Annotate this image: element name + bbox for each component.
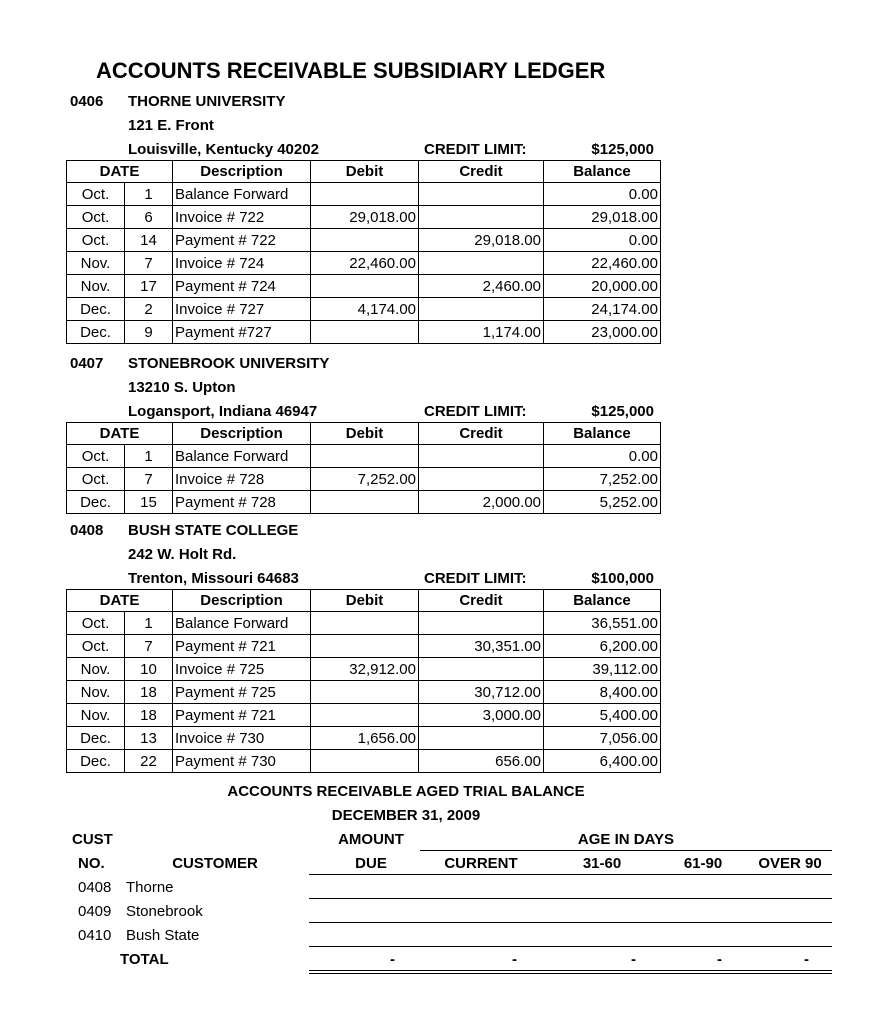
credit-cell <box>419 612 544 635</box>
customer-label: CUSTOMER <box>172 855 258 872</box>
credit-limit-label: CREDIT LIMIT: <box>424 403 527 420</box>
date-day-cell: 7 <box>125 252 173 275</box>
ledger-table <box>66 160 661 344</box>
total-double-rule-bottom <box>309 973 832 974</box>
debit-cell: 29,018.00 <box>311 206 419 229</box>
ledger-body <box>67 612 661 773</box>
ledger-table <box>66 422 661 514</box>
ledger-table <box>66 589 661 773</box>
row-rule <box>309 946 832 947</box>
account-name: THORNE UNIVERSITY <box>128 93 286 110</box>
cust-label: CUST <box>72 831 113 848</box>
ledger-row <box>67 750 661 773</box>
account-name: STONEBROOK UNIVERSITY <box>128 355 330 372</box>
total-label: TOTAL <box>120 951 169 968</box>
date-day-cell: 14 <box>125 229 173 252</box>
description-cell: Invoice # 728 <box>173 468 311 491</box>
description-cell: Payment # 728 <box>173 491 311 514</box>
credit-limit-value: $125,000 <box>591 403 654 420</box>
age-61-90-label: 61-90 <box>683 855 723 872</box>
description-cell: Balance Forward <box>173 612 311 635</box>
date-month-cell: Oct. <box>67 445 125 468</box>
row-rule <box>309 922 832 923</box>
balance-cell: 0.00 <box>544 445 661 468</box>
credit-limit-label: CREDIT LIMIT: <box>424 141 527 158</box>
date-day-cell: 10 <box>125 658 173 681</box>
credit-cell: 3,000.00 <box>419 704 544 727</box>
balance-cell: 5,252.00 <box>544 491 661 514</box>
description-header: Description <box>173 589 311 612</box>
description-cell: Payment # 721 <box>173 635 311 658</box>
date-day-cell: 7 <box>125 635 173 658</box>
description-cell: Payment # 730 <box>173 750 311 773</box>
over-90-label: OVER 90 <box>758 855 822 872</box>
description-cell: Payment # 721 <box>173 704 311 727</box>
ledger-row <box>67 658 661 681</box>
date-day-cell: 1 <box>125 612 173 635</box>
ledger-row <box>67 298 661 321</box>
ledger-row <box>67 727 661 750</box>
credit-cell: 2,000.00 <box>419 491 544 514</box>
date-month-cell: Oct. <box>67 183 125 206</box>
date-month-cell: Oct. <box>67 468 125 491</box>
ledger-row <box>67 445 661 468</box>
balance-cell: 24,174.00 <box>544 298 661 321</box>
ledger-header-row <box>67 422 661 445</box>
ledger-row <box>67 206 661 229</box>
ledger-row <box>67 252 661 275</box>
description-cell: Payment # 725 <box>173 681 311 704</box>
balance-cell: 6,200.00 <box>544 635 661 658</box>
age-in-days-label: AGE IN DAYS <box>577 831 675 848</box>
date-month-cell: Dec. <box>67 727 125 750</box>
credit-cell <box>419 183 544 206</box>
account-number: 0406 <box>70 93 104 110</box>
account-name: BUSH STATE COLLEGE <box>128 522 299 539</box>
age-header-rule <box>420 850 832 851</box>
credit-cell: 30,351.00 <box>419 635 544 658</box>
description-cell: Invoice # 730 <box>173 727 311 750</box>
debit-cell: 7,252.00 <box>311 468 419 491</box>
total-current: - <box>512 951 517 968</box>
debit-cell <box>311 750 419 773</box>
debit-cell <box>311 635 419 658</box>
debit-cell <box>311 491 419 514</box>
balance-header: Balance <box>544 422 661 445</box>
description-cell: Invoice # 727 <box>173 298 311 321</box>
ledger-header-row <box>67 589 661 612</box>
balance-cell: 7,056.00 <box>544 727 661 750</box>
aged-customer-name: Stonebrook <box>126 903 203 920</box>
date-day-cell: 22 <box>125 750 173 773</box>
account-street: 242 W. Holt Rd. <box>128 546 237 563</box>
date-day-cell: 9 <box>125 321 173 344</box>
balance-cell: 0.00 <box>544 183 661 206</box>
balance-cell: 8,400.00 <box>544 681 661 704</box>
age-31-60-label: 31-60 <box>582 855 622 872</box>
description-cell: Balance Forward <box>173 183 311 206</box>
description-cell: Payment # 722 <box>173 229 311 252</box>
account-street: 13210 S. Upton <box>128 379 236 396</box>
date-day-cell: 18 <box>125 681 173 704</box>
credit-cell <box>419 252 544 275</box>
description-cell: Balance Forward <box>173 445 311 468</box>
balance-cell: 0.00 <box>544 229 661 252</box>
ledger-body <box>67 183 661 344</box>
balance-cell: 29,018.00 <box>544 206 661 229</box>
description-header: Description <box>173 160 311 183</box>
description-header: Description <box>173 422 311 445</box>
total-double-rule-top <box>309 970 832 971</box>
ledger-row <box>67 229 661 252</box>
credit-cell: 29,018.00 <box>419 229 544 252</box>
ledger-row <box>67 681 661 704</box>
aged-cust-no: 0409 <box>78 903 112 920</box>
date-day-cell: 1 <box>125 445 173 468</box>
description-cell: Payment # 724 <box>173 275 311 298</box>
description-cell: Invoice # 725 <box>173 658 311 681</box>
credit-cell <box>419 298 544 321</box>
debit-cell <box>311 275 419 298</box>
balance-cell: 39,112.00 <box>544 658 661 681</box>
credit-limit-value: $100,000 <box>591 570 654 587</box>
debit-cell <box>311 321 419 344</box>
date-month-cell: Nov. <box>67 658 125 681</box>
credit-cell: 1,174.00 <box>419 321 544 344</box>
debit-cell: 1,656.00 <box>311 727 419 750</box>
total-over-90: - <box>804 951 809 968</box>
date-month-cell: Oct. <box>67 612 125 635</box>
date-month-cell: Dec. <box>67 750 125 773</box>
date-day-cell: 6 <box>125 206 173 229</box>
aged-cust-no: 0408 <box>78 879 112 896</box>
credit-limit-value: $125,000 <box>591 141 654 158</box>
credit-limit-label: CREDIT LIMIT: <box>424 570 527 587</box>
balance-header: Balance <box>544 589 661 612</box>
row-rule <box>309 898 832 899</box>
no-label: NO. <box>78 855 105 872</box>
credit-header: Credit <box>419 589 544 612</box>
header-bottom-rule <box>309 874 832 875</box>
credit-cell <box>419 658 544 681</box>
date-day-cell: 7 <box>125 468 173 491</box>
balance-header: Balance <box>544 160 661 183</box>
date-month-cell: Nov. <box>67 704 125 727</box>
description-cell: Invoice # 724 <box>173 252 311 275</box>
account-street: 121 E. Front <box>128 117 214 134</box>
debit-cell <box>311 704 419 727</box>
credit-header: Credit <box>419 422 544 445</box>
account-number: 0408 <box>70 522 104 539</box>
debit-cell <box>311 229 419 252</box>
account-city: Logansport, Indiana 46947 <box>128 403 318 420</box>
total-amount: - <box>390 951 395 968</box>
balance-cell: 6,400.00 <box>544 750 661 773</box>
date-header: DATE <box>67 422 173 445</box>
date-month-cell: Oct. <box>67 206 125 229</box>
date-month-cell: Dec. <box>67 321 125 344</box>
total-61-90: - <box>717 951 722 968</box>
balance-cell: 22,460.00 <box>544 252 661 275</box>
credit-cell: 30,712.00 <box>419 681 544 704</box>
debit-header: Debit <box>311 422 419 445</box>
ledger-title: ACCOUNTS RECEIVABLE SUBSIDIARY LEDGER <box>96 58 606 83</box>
account-city: Louisville, Kentucky 40202 <box>128 141 319 158</box>
ledger-header-row <box>67 160 661 183</box>
date-day-cell: 1 <box>125 183 173 206</box>
ledger-row <box>67 183 661 206</box>
date-month-cell: Oct. <box>67 229 125 252</box>
ledger-row <box>67 704 661 727</box>
debit-cell <box>311 612 419 635</box>
balance-cell: 23,000.00 <box>544 321 661 344</box>
total-31-60: - <box>631 951 636 968</box>
balance-cell: 5,400.00 <box>544 704 661 727</box>
credit-cell: 656.00 <box>419 750 544 773</box>
ledger-row <box>67 321 661 344</box>
ledger-row <box>67 275 661 298</box>
credit-cell <box>419 468 544 491</box>
ledger-row <box>67 612 661 635</box>
date-header: DATE <box>67 589 173 612</box>
date-day-cell: 13 <box>125 727 173 750</box>
ledger-body <box>67 445 661 514</box>
credit-cell: 2,460.00 <box>419 275 544 298</box>
date-month-cell: Nov. <box>67 681 125 704</box>
credit-cell <box>419 206 544 229</box>
date-month-cell: Nov. <box>67 275 125 298</box>
date-month-cell: Nov. <box>67 252 125 275</box>
debit-header: Debit <box>311 160 419 183</box>
date-day-cell: 17 <box>125 275 173 298</box>
current-label: CURRENT <box>444 855 518 872</box>
ledger-row <box>67 468 661 491</box>
ledger-row <box>67 635 661 658</box>
ledger-row <box>67 491 661 514</box>
date-day-cell: 2 <box>125 298 173 321</box>
debit-header: Debit <box>311 589 419 612</box>
debit-cell: 32,912.00 <box>311 658 419 681</box>
description-cell: Payment #727 <box>173 321 311 344</box>
account-number: 0407 <box>70 355 104 372</box>
aged-date: DECEMBER 31, 2009 <box>331 807 481 824</box>
balance-cell: 20,000.00 <box>544 275 661 298</box>
date-month-cell: Oct. <box>67 635 125 658</box>
account-city: Trenton, Missouri 64683 <box>128 570 299 587</box>
date-day-cell: 15 <box>125 491 173 514</box>
balance-cell: 36,551.00 <box>544 612 661 635</box>
date-month-cell: Dec. <box>67 298 125 321</box>
credit-header: Credit <box>419 160 544 183</box>
date-day-cell: 18 <box>125 704 173 727</box>
debit-cell <box>311 183 419 206</box>
debit-cell <box>311 681 419 704</box>
credit-cell <box>419 727 544 750</box>
date-header: DATE <box>67 160 173 183</box>
aged-customer-name: Bush State <box>126 927 200 944</box>
debit-cell: 22,460.00 <box>311 252 419 275</box>
date-month-cell: Dec. <box>67 491 125 514</box>
due-label: DUE <box>355 855 387 872</box>
aged-title: ACCOUNTS RECEIVABLE AGED TRIAL BALANCE <box>227 783 585 800</box>
description-cell: Invoice # 722 <box>173 206 311 229</box>
aged-customer-name: Thorne <box>126 879 174 896</box>
debit-cell: 4,174.00 <box>311 298 419 321</box>
amount-label: AMOUNT <box>338 831 404 848</box>
balance-cell: 7,252.00 <box>544 468 661 491</box>
aged-cust-no: 0410 <box>78 927 112 944</box>
credit-cell <box>419 445 544 468</box>
debit-cell <box>311 445 419 468</box>
